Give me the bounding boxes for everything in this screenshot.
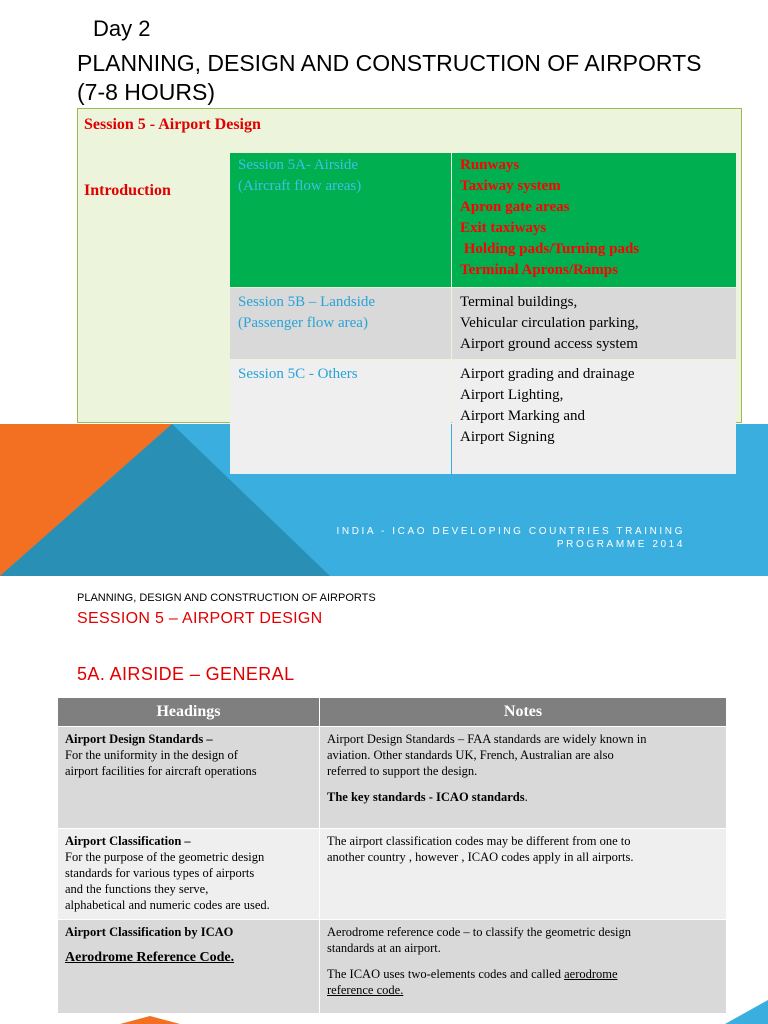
notes-line: aviation. Other standards UK, French, Australian are also (327, 748, 614, 762)
footer-line-2: PROGRAMME 2014 (556, 539, 685, 550)
session-5b-label (230, 288, 451, 359)
list-item: Vehicular circulation parking, (460, 315, 639, 331)
session-5c-items (452, 360, 736, 474)
session-5c-title: Session 5C - Others (238, 366, 358, 382)
slide-2-session-title: SESSION 5 – AIRPORT DESIGN (77, 610, 323, 627)
list-item: Airport Marking and (460, 408, 585, 424)
notes-line: Aerodrome reference code – to classify the geometric design (327, 925, 632, 939)
slide-2-subtitle: 5A. AIRSIDE – GENERAL (77, 664, 295, 684)
table-cell-notes (320, 829, 726, 919)
notes-line: The airport classification codes may be different from one to (327, 834, 631, 848)
list-item: Taxiway system (460, 178, 561, 194)
session-heading: Session 5 - Airport Design (84, 116, 261, 133)
aerodrome-reference-code-link[interactable]: Aerodrome Reference Code. (65, 950, 235, 965)
list-item: Airport grading and drainage (460, 366, 635, 382)
session-5b-subtitle: (Passenger flow area) (238, 315, 368, 331)
row-heading-line: and the functions they serve, (65, 882, 209, 896)
list-item: Exit taxiways (460, 220, 547, 236)
slide-1-footer (280, 525, 685, 551)
list-item: Terminal Aprons/Ramps (460, 262, 618, 278)
aerodrome-code-link-cont[interactable]: reference code. (327, 983, 404, 997)
list-item: Airport Signing (460, 429, 555, 445)
title-line-1: PLANNING, DESIGN AND CONSTRUCTION OF AIRPORTS (77, 50, 702, 76)
row-heading-line: standards for various types of airports (65, 866, 255, 880)
row-heading-line: alphabetical and numeric codes are used. (65, 898, 270, 912)
session-5b-title: Session 5B – Landside (238, 294, 376, 310)
row-heading-line: For the uniformity in the design of (65, 748, 238, 762)
aerodrome-code-link[interactable]: aerodrome (564, 967, 618, 981)
slide-2-header: PLANNING, DESIGN AND CONSTRUCTION OF AIRPORTS (77, 592, 376, 604)
list-item: Apron gate areas (460, 199, 570, 215)
slide-2 (0, 576, 768, 1024)
table-cell-notes (320, 920, 726, 1013)
table-cell-heading (58, 829, 319, 919)
list-item: Airport Lighting, (460, 387, 564, 403)
list-item: Holding pads/Turning pads (460, 241, 640, 257)
row-heading-title: Airport Classification – (65, 834, 191, 848)
row-heading-line: For the purpose of the geometric design (65, 850, 265, 864)
introduction-label: Introduction (84, 182, 171, 199)
list-item: Terminal buildings, (460, 294, 578, 310)
session-5a-subtitle: (Aircraft flow areas) (238, 178, 362, 194)
table-cell-heading (58, 920, 319, 1013)
title-line-2: (7-8 HOURS) (77, 79, 216, 105)
list-item: Runways (460, 157, 520, 173)
notes-line: standards at an airport. (327, 941, 441, 955)
notes-line: The ICAO uses two-elements codes and called (327, 967, 565, 981)
blue-corner (725, 1000, 768, 1024)
footer-line-1: INDIA - ICAO DEVELOPING COUNTRIES TRAINING (336, 526, 685, 537)
orange-corner (120, 1016, 180, 1024)
notes-line: referred to support the design. (327, 764, 478, 778)
session-5b-items (452, 288, 736, 359)
session-5c-label (230, 360, 451, 474)
table-header-headings: Headings (58, 698, 319, 726)
table-header-notes: Notes (320, 698, 726, 726)
row-heading-title: Airport Classification by ICAO (65, 925, 234, 939)
notes-line: Airport Design Standards – FAA standards are widely known in (327, 732, 647, 746)
table-cell-heading (58, 727, 319, 828)
row-heading-title: Airport Design Standards – (65, 732, 213, 746)
row-heading-line: airport facilities for aircraft operations (65, 764, 257, 778)
table-cell-notes (320, 727, 726, 828)
notes-period: . (524, 790, 528, 804)
list-item: Airport ground access system (460, 336, 638, 352)
session-5a-title: Session 5A- Airside (238, 157, 358, 173)
notes-line: another country , however , ICAO codes apply in all airports. (327, 850, 634, 864)
session-5a-items (452, 153, 736, 287)
session-5a-label (230, 153, 451, 287)
day-label: Day 2 (93, 16, 151, 41)
slide-1-title (77, 49, 702, 107)
notes-key-standard: The key standards - ICAO standards (327, 790, 525, 804)
